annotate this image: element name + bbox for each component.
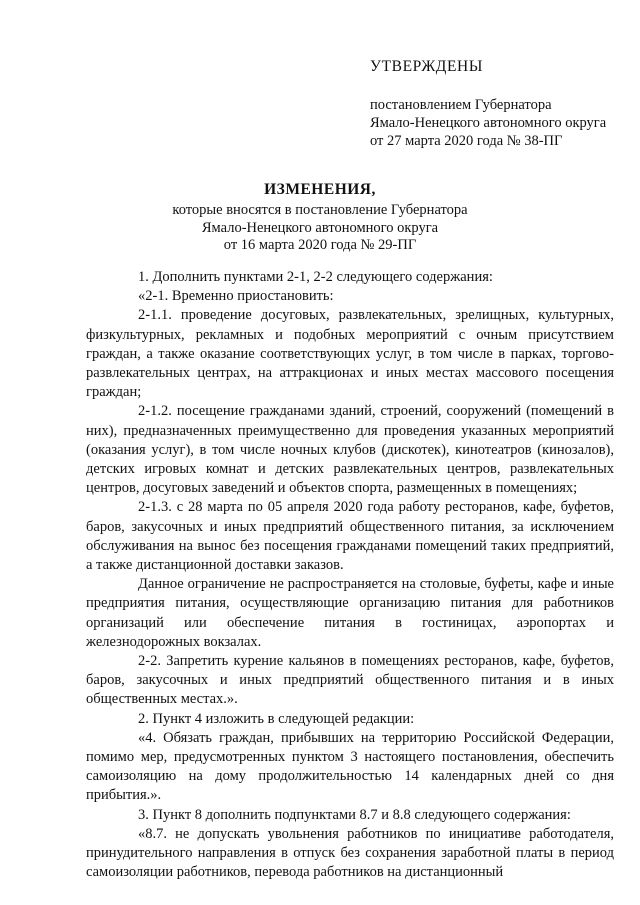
document-body xyxy=(86,268,614,883)
paragraph-item-3: 3. Пункт 8 дополнить подпунктами 8.7 и 8.8 следующего содержания: xyxy=(138,806,571,823)
paragraph-item-2: 2. Пункт 4 изложить в следующей редакции: xyxy=(138,710,415,727)
paragraph-item-2-1-2: 2-1.2. посещение гражданами зданий, строений, сооружений (помещений в них), предназначенных преимущественно для проведения указанных мероприятий (оказания услуг), в том числе ночных клубов (дискотек), кинотеатров (кинозалов), детских игровых комнат и детских развлекательных центров, развлекательных центров, досуговых заведений и объектов спорта, размещенных в помещениях; xyxy=(86,403,614,497)
approved-stamp: УТВЕРЖДЕНЫ xyxy=(370,58,483,75)
paragraph-restriction-note: Данное ограничение не распространяется на столовые, буфеты, кафе и иные предприятия питания, осуществляющие организацию питания для работников организаций или обеспечение питания в гостиницах, аэропортах и железнодорожных вокзалах. xyxy=(86,576,614,650)
subtitle-line: от 16 марта 2020 года № 29-ПГ xyxy=(223,237,417,253)
paragraph-item-4: «4. Обязать граждан, прибывших на территорию Российской Федерации, помимо мер, предусмотренных пунктом 3 настоящего постановления, обеспечить самоизоляцию на дому продолжительностью 14 календарных дней со дня прибытия.». xyxy=(86,729,614,804)
paragraph-item-8-7: «8.7. не допускать увольнения работников по инициативе работодателя, принудительного направления в отпуск без сохранения заработной платы в период самоизоляции работников, перевода работников на дистанционный xyxy=(86,825,614,881)
document-title: ИЗМЕНЕНИЯ, xyxy=(264,181,376,198)
decree-line: Ямало-Ненецкого автономного округа xyxy=(370,115,607,131)
decree-line: от 27 марта 2020 года № 38-ПГ xyxy=(370,133,563,149)
paragraph-item-2-1-intro: «2-1. Временно приостановить: xyxy=(138,288,334,305)
paragraph-item-2-1-3: 2-1.3. с 28 марта по 05 апреля 2020 года работу ресторанов, кафе, буфетов, баров, закусочных и иных предприятий общественного питания, за исключением обслуживания на вынос без посещения гражданами помещений таких предприятий, а также дистанционной доставки заказов. xyxy=(86,499,614,574)
document-subtitle xyxy=(0,202,640,255)
subtitle-line: которые вносятся в постановление Губернатора xyxy=(172,202,468,218)
decree-line: постановлением Губернатора xyxy=(370,97,552,113)
paragraph-item-2-1-1: 2-1.1. проведение досуговых, развлекательных, зрелищных, культурных, физкультурных, рекламных и подобных мероприятий с очным присутствием граждан, а также оказание соответствующих услуг, в том числе в парках, торгово-развлекательных центрах, на аттракционах и иных местах массового посещения граждан; xyxy=(86,307,614,401)
subtitle-line: Ямало-Ненецкого автономного округа xyxy=(201,219,439,236)
paragraph-item-1: 1. Дополнить пунктами 2-1, 2-2 следующего содержания: xyxy=(138,269,493,285)
approving-decree xyxy=(370,96,606,150)
paragraph-item-2-2: 2-2. Запретить курение кальянов в помещениях ресторанов, кафе, буфетов, баров, закусочных и иных предприятий общественного питания и в иных общественных местах.». xyxy=(86,653,614,708)
